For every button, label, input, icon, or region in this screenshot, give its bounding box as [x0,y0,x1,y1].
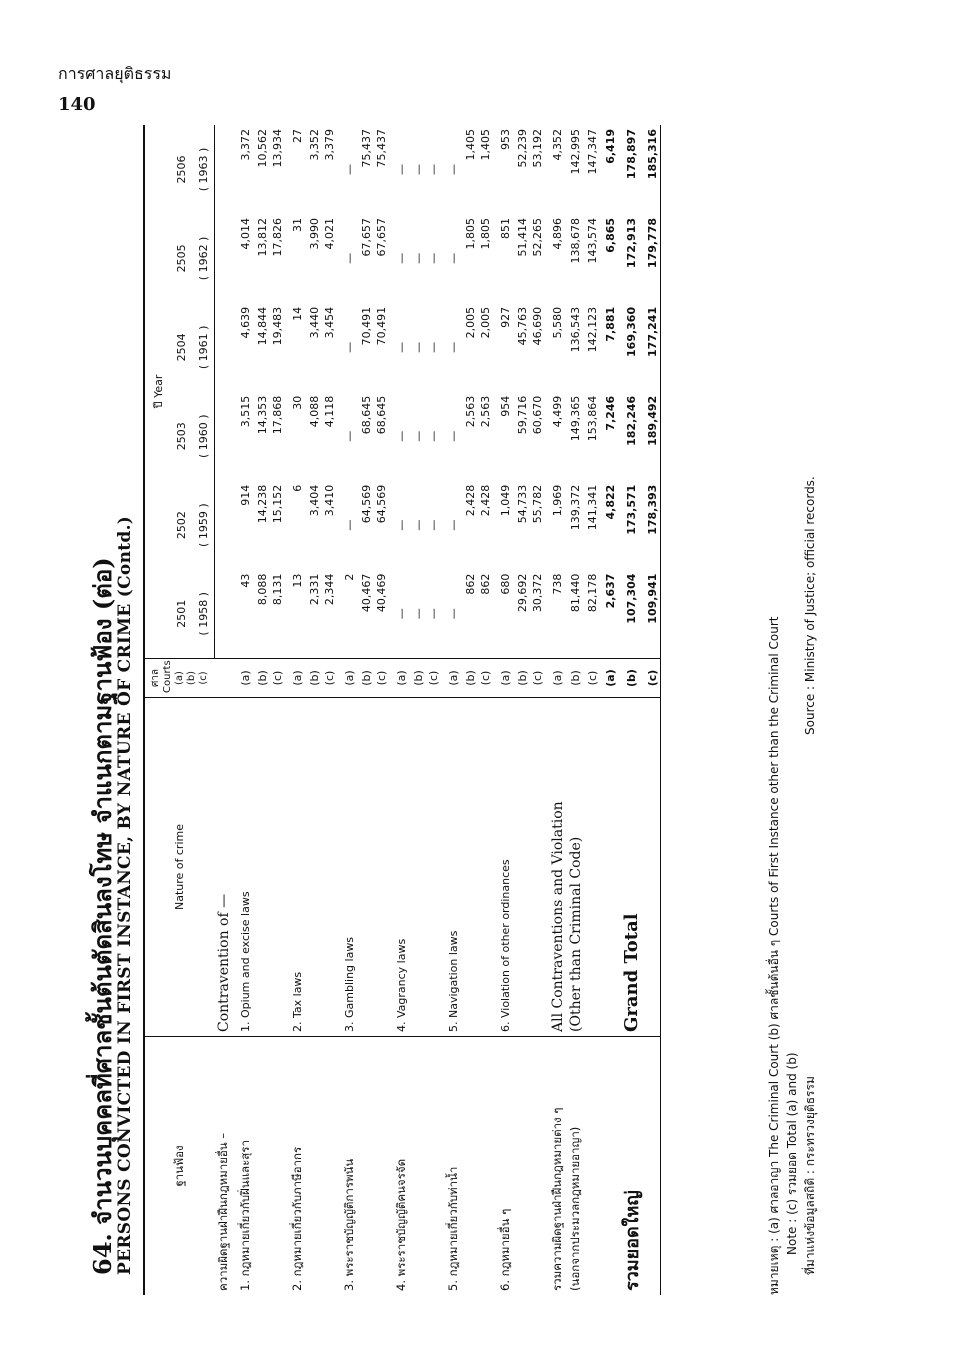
year-be-cell: 2505 [174,244,188,273]
row-thai-label: 5. กฎหมายเกี่ยวกับท่าน้ำ [445,1166,460,1291]
table-row [359,125,374,1295]
value-cell: 2,637 [600,570,617,659]
value-cell: 68,645 [359,395,373,435]
row-nature-label [478,698,493,1037]
value-cell: — [395,163,408,175]
row-court [215,659,233,698]
value-cell: 143,574 [585,217,599,264]
row-thai-label [585,1037,600,1296]
value-cell: — [411,430,425,442]
row-nature-label: 5. Navigation laws [441,698,463,1037]
header-year-label: Year [151,374,165,398]
row-nature-label [359,698,374,1037]
row-thai-label [359,1037,374,1296]
value-cell: 169,360 [624,306,638,357]
row-thai-label [411,1037,426,1296]
value-cell: 139,372 [569,484,582,531]
row-thai-label: 4. พระราชบัญญัติคนจรจัด [393,1158,408,1291]
row-court: (b) [515,659,530,698]
value-cell: 7,881 [603,306,617,342]
year-be-cell: 2502 [174,511,188,540]
table-row [255,125,270,1295]
value-cell: — [343,430,356,442]
row-thai-label [374,1037,389,1296]
row-court: (a) [389,659,411,698]
value-cell: 3,454 [322,306,336,339]
value-cell: 1,049 [499,484,512,517]
value-cell: 953 [499,129,512,150]
table-row [426,125,441,1295]
row-nature-label: All Contraventions and Violation [545,698,567,1037]
value-cell: 30,372 [530,570,545,659]
row-nature-label: Contravention of — [215,698,233,1037]
row-nature-label [515,698,530,1037]
value-cell: 178,393 [646,481,661,570]
value-cell: 4,499 [551,395,564,428]
source-thai: ที่มาแห่งข้อมูลสถิติ : กระทรวงยุติธรรม [803,1076,817,1275]
row-court: (b) [411,659,426,698]
value-cell: 4,896 [551,217,564,250]
value-cell: 172,913 [624,217,638,269]
value-cell: 10,562 [255,129,269,168]
value-cell: 46,690 [530,306,544,346]
value-cell: 67,657 [359,217,373,257]
row-thai-label [322,1037,337,1296]
value-cell: 1,969 [551,484,564,517]
year-ad-cell: ( 1960 ) [192,392,215,481]
value-cell: — [411,341,425,353]
row-court: (c) [270,659,285,698]
table-title-thai: 64. จำนวนบุคคลที่ศาลชั้นต้นตัดสินลงโทษ จำแนกตามฐานฟ้อง (ต่อ) [88,557,117,1275]
value-cell: 6,865 [603,217,617,253]
value-cell: 30 [291,395,304,410]
value-cell: 2,005 [478,306,492,339]
value-cell: — [426,163,440,175]
value-cell: — [441,570,463,659]
value-cell [215,214,233,303]
page-number: 140 [58,94,96,115]
value-cell: 68,645 [374,395,388,435]
value-cell: 64,569 [359,484,373,524]
header-courts-abc: (a) (b) (c) [173,670,209,686]
value-cell: 851 [499,217,512,239]
value-cell [215,570,233,659]
row-court: (c) [374,659,389,698]
value-cell: 55,782 [530,484,544,524]
table-row [617,125,646,1295]
row-nature-label [374,698,389,1037]
value-cell: 1,405 [478,129,492,161]
value-cell: 3,515 [239,395,252,428]
value-cell: 52,239 [515,129,529,168]
table-row [493,125,515,1295]
value-cell: — [343,519,356,531]
value-cell: 3,990 [307,217,321,250]
value-cell: 51,414 [515,217,529,257]
value-cell: 13 [285,570,307,659]
row-nature-label [270,698,285,1037]
value-cell: 189,492 [646,392,661,481]
value-cell: 142,123 [585,306,599,353]
table-body [215,125,661,1295]
table-row [463,125,478,1295]
value-cell: 4,639 [239,306,252,339]
value-cell: 59,716 [515,395,529,435]
value-cell: 27 [291,129,304,143]
value-cell: 3,410 [322,484,336,517]
row-thai-label: 6. กฎหมายอื่น ๆ [497,1208,512,1291]
year-ad-cell: ( 1961 ) [192,303,215,392]
row-nature-label: 3. Gambling laws [337,698,359,1037]
value-cell: 5,580 [551,306,564,339]
value-cell: 138,678 [569,217,582,264]
row-nature-label [585,698,600,1037]
table-row [389,125,411,1295]
value-cell: 2,331 [307,570,322,659]
row-thai-label [530,1037,545,1296]
row-thai-label: 3. พระราชบัญญัติการพนัน [341,1158,356,1291]
table-row [441,125,463,1295]
row-court: (b) [307,659,322,698]
value-cell: — [426,570,441,659]
value-cell: — [447,252,460,264]
value-cell: 45,763 [515,306,529,346]
value-cell: 2,428 [478,484,492,517]
value-cell: 738 [545,570,567,659]
year-ad-cell: ( 1959 ) [192,481,215,570]
value-cell: 53,192 [530,129,544,168]
header-nature-of-crime: Nature of crime [144,698,215,1037]
value-cell: 2,563 [463,395,477,428]
row-nature-label: (Other than Criminal Code) [567,698,585,1037]
value-cell: 107,304 [617,570,646,659]
value-cell: — [389,570,411,659]
crime-statistics-table [143,125,661,1295]
value-cell: 153,864 [585,395,599,442]
value-cell: 6 [291,484,304,492]
page-header: การศาลยุติธรรม [58,64,172,83]
value-cell [215,125,233,214]
row-court: (a) [493,659,515,698]
header-year-thai: ปี [151,401,165,409]
table-row [545,125,567,1295]
row-thai-label [307,1037,322,1296]
row-thai-label: รวมความผิดฐานฝ่าฝืนกฎหมายต่าง ๆ [549,1107,564,1291]
table-row [646,125,661,1295]
table-row [515,125,530,1295]
table-row [530,125,545,1295]
value-cell: 862 [463,570,478,659]
value-cell: 64,569 [374,484,388,524]
value-cell: 109,941 [646,570,661,659]
value-cell: 81,440 [567,570,585,659]
row-thai-label [463,1037,478,1296]
value-cell: 70,491 [359,306,373,346]
year-be-cell: 2504 [174,333,188,362]
row-nature-label: 4. Vagrancy laws [389,698,411,1037]
value-cell: — [426,252,440,264]
value-cell: 29,692 [515,570,530,659]
table-row [585,125,600,1295]
value-cell: — [395,341,408,353]
value-cell: 4,088 [307,395,321,428]
row-thai-label [646,1037,661,1296]
value-cell: 40,469 [374,570,389,659]
row-court: (c) [585,659,600,698]
row-thai-label: 1. กฎหมายเกี่ยวกับฝิ่นและสุรา [237,1140,252,1291]
value-cell [215,392,233,481]
table-row [307,125,322,1295]
header-courts [144,659,215,698]
header-thai-nature: ฐานฟ้อง [144,1037,215,1296]
value-cell: — [395,252,408,264]
table-row [411,125,426,1295]
year-be-cell: 2501 [170,570,192,659]
row-court: (b) [567,659,585,698]
value-cell: 7,246 [603,395,617,431]
table-row [374,125,389,1295]
row-court: (a) [441,659,463,698]
value-cell: 75,437 [359,129,373,168]
row-court: (c) [530,659,545,698]
value-cell: 14,238 [255,484,269,524]
value-cell: 3,379 [322,129,336,161]
value-cell: 2,428 [463,484,477,517]
value-cell: 914 [239,484,252,506]
row-court: (a) [545,659,567,698]
value-cell: — [343,341,356,353]
row-court: (b) [617,659,646,698]
row-thai-label [478,1037,493,1296]
value-cell: 82,178 [585,570,600,659]
header-courts-label: Courts [161,660,173,693]
table-row [337,125,359,1295]
value-cell: 4,021 [322,217,336,250]
note-english: Note : (c) รวมยอด Total (a) and (b) [785,1052,799,1255]
value-cell: — [411,519,425,531]
value-cell: — [426,341,440,353]
value-cell: 19,483 [270,306,284,346]
value-cell: 1,405 [463,129,477,161]
value-cell: 3,440 [307,306,321,339]
note-thai: หมายเหตุ : (a) ศาลอาญา The Criminal Court (b) ศาลชั้นต้นอื่น ๆ Courts of First Instance other than the Criminal Court [767,616,781,1295]
row-thai-label [515,1037,530,1296]
row-thai-label [255,1037,270,1296]
value-cell: 2,344 [322,570,337,659]
value-cell: 3,404 [307,484,321,517]
table-row [478,125,493,1295]
row-court: (a) [285,659,307,698]
row-nature-label: 6. Violation of other ordinances [493,698,515,1037]
value-cell: 862 [478,570,493,659]
value-cell: 4,822 [603,484,617,520]
value-cell: 6,419 [603,129,617,164]
table-row [600,125,617,1295]
row-thai-label: รวมยอดใหญ่ [621,1190,643,1291]
value-cell: 54,733 [515,484,529,524]
row-thai-label: 2. กฎหมายเกี่ยวกับภาษีอากร [289,1146,304,1291]
value-cell: 17,826 [270,217,284,257]
value-cell: 954 [499,395,512,417]
value-cell: 2,563 [478,395,492,428]
value-cell: — [343,252,356,264]
row-nature-label [600,698,617,1037]
value-cell: — [343,163,356,175]
value-cell: 13,934 [270,129,284,168]
value-cell: 147,347 [585,129,599,175]
row-nature-label [646,698,661,1037]
header-year [144,125,170,659]
value-cell: 75,437 [374,129,388,168]
row-nature-label [426,698,441,1037]
row-court: (b) [359,659,374,698]
value-cell: 2 [337,570,359,659]
header-courts-thai: ศาล [149,668,161,688]
rotated-table-container [75,125,835,1295]
value-cell: 40,467 [359,570,374,659]
row-nature-label [530,698,545,1037]
value-cell: 31 [291,217,304,232]
row-court: (b) [255,659,270,698]
row-thai-label: ความผิดฐานฝ่าฝืนกฎหมายอื่น – [215,1132,230,1291]
value-cell: 141,341 [585,484,599,531]
value-cell: 43 [233,570,255,659]
value-cell: 149,365 [569,395,582,442]
value-cell: 8,131 [270,570,285,659]
row-court: (b) [463,659,478,698]
value-cell: 3,372 [239,129,252,161]
value-cell: 927 [499,306,512,328]
value-cell: — [426,430,440,442]
value-cell: 142,995 [569,129,582,175]
table-row [270,125,285,1295]
value-cell: 680 [493,570,515,659]
year-be-cell: 2503 [174,422,188,451]
value-cell: — [447,519,460,531]
row-court: (c) [322,659,337,698]
value-cell [215,303,233,392]
source-english: Source : Ministry of Justice; official records. [803,476,817,735]
value-cell: — [411,163,425,175]
row-nature-label: 2. Tax laws [285,698,307,1037]
value-cell: 4,014 [239,217,252,250]
value-cell: 1,805 [478,217,492,250]
value-cell: 70,491 [374,306,388,346]
table-title-english: PERSONS CONVICTED IN FIRST INSTANCE, BY NATURE OF CRIME (Contd.) [115,515,135,1275]
year-be-cell: 2506 [174,155,188,184]
value-cell: 67,657 [374,217,388,257]
value-cell: 136,543 [569,306,582,353]
value-cell: 2,005 [463,306,477,339]
row-nature-label: Grand Total [617,698,646,1037]
value-cell: — [411,570,426,659]
year-ad-cell: ( 1962 ) [192,214,215,303]
value-cell: — [411,252,425,264]
row-court: (c) [426,659,441,698]
value-cell: — [447,341,460,353]
value-cell: — [447,430,460,442]
value-cell: — [395,519,408,531]
value-cell: 14,353 [255,395,269,435]
value-cell: 1,805 [463,217,477,250]
value-cell: 182,246 [624,395,638,446]
row-nature-label [411,698,426,1037]
row-nature-label [307,698,322,1037]
row-nature-label [322,698,337,1037]
value-cell: — [447,163,460,175]
row-thai-label [426,1037,441,1296]
value-cell: 8,088 [255,570,270,659]
row-court: (a) [600,659,617,698]
year-ad-cell: ( 1963 ) [192,125,215,214]
value-cell: — [426,519,440,531]
value-cell: 52,265 [530,217,544,257]
value-cell: 17,868 [270,395,284,435]
row-thai-label [600,1037,617,1296]
row-nature-label: 1. Opium and excise laws [233,698,255,1037]
value-cell: 178,897 [624,129,638,180]
row-court: (c) [478,659,493,698]
row-court: (a) [337,659,359,698]
value-cell: 179,778 [646,214,661,303]
value-cell: — [395,430,408,442]
row-thai-label: (นอกจากประมวลกฎหมายอาญา) [567,1126,582,1291]
value-cell: 15,152 [270,484,284,524]
row-thai-label [270,1037,285,1296]
table-row [233,125,255,1295]
table-row [322,125,337,1295]
value-cell: 14 [291,306,304,321]
value-cell: 60,670 [530,395,544,435]
value-cell: 4,352 [551,129,564,161]
value-cell: 13,812 [255,217,269,257]
value-cell [215,481,233,570]
row-court: (c) [646,659,661,698]
row-nature-label [255,698,270,1037]
table-row [567,125,585,1295]
year-ad-cell: ( 1958 ) [192,570,215,659]
value-cell: 4,118 [322,395,336,428]
table-notes [765,476,819,1295]
value-cell: 177,241 [646,303,661,392]
table-row [285,125,307,1295]
row-court: (a) [233,659,255,698]
value-cell: 173,571 [624,484,638,535]
row-nature-label [463,698,478,1037]
value-cell: 14,844 [255,306,269,346]
table-row [215,125,233,1295]
value-cell: 3,352 [307,129,321,161]
value-cell: 185,316 [646,125,661,214]
